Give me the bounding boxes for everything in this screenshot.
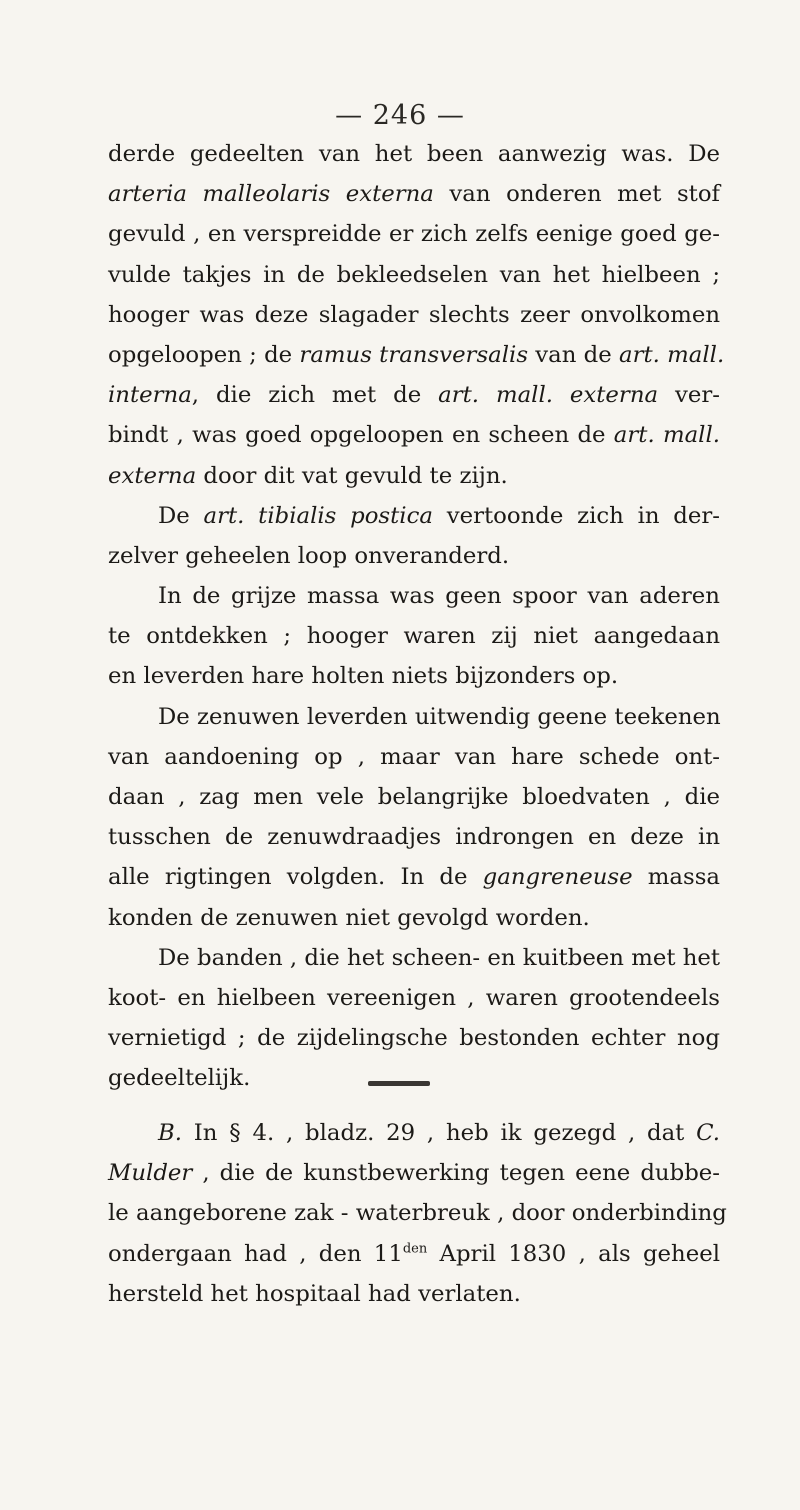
text-line — [108, 134, 720, 174]
text-line — [108, 938, 720, 978]
text-line — [108, 1113, 720, 1153]
text-segment: van aandoening op , maar van hare schede ont- — [108, 743, 720, 770]
text-line — [108, 777, 720, 817]
superscript: den — [402, 1240, 428, 1256]
italic-term: interna — [108, 382, 192, 409]
italic-term: C. — [696, 1120, 720, 1146]
body-text-section-1 — [108, 134, 725, 1099]
text-line — [108, 978, 720, 1018]
italic-term: gangreneuse — [482, 864, 633, 891]
text-line — [108, 1234, 720, 1274]
text-line — [108, 335, 725, 375]
text-line — [108, 536, 720, 576]
text-segment: alle rigtingen volgden. In de — [108, 864, 483, 891]
text-line — [108, 576, 720, 616]
text-line — [108, 1274, 720, 1314]
text-segment: zelver geheelen loop onveranderd. — [108, 542, 510, 569]
text-segment: derde gedeelten van het been aanwezig was. De — [108, 141, 720, 167]
text-segment: opgeloopen ; de — [108, 341, 300, 368]
text-segment: le aangeborene zak - waterbreuk , door onderbinding — [108, 1200, 727, 1227]
text-line — [108, 255, 720, 295]
italic-term: arteria malleolaris externa — [108, 181, 434, 208]
text-line — [108, 616, 720, 656]
text-line — [108, 214, 720, 254]
text-segment: April 1830 , als geheel — [427, 1240, 720, 1267]
text-segment: De zenuwen leverden uitwendig geene teekenen — [158, 703, 721, 730]
text-line — [108, 1058, 720, 1098]
italic-term: art. mall. externa — [438, 382, 659, 409]
italic-term: Mulder — [108, 1160, 193, 1187]
text-segment: vulde takjes in de bekleedselen van het hielbeen ; — [108, 261, 720, 288]
italic-term: B. — [158, 1120, 182, 1146]
text-segment: hersteld het hospitaal had verlaten. — [108, 1280, 521, 1307]
text-line — [108, 1193, 727, 1233]
text-segment: door dit vat gevuld te zijn. — [196, 462, 508, 489]
text-segment: massa — [632, 864, 720, 891]
italic-term: art. mall. — [613, 422, 720, 449]
section-divider — [368, 1081, 430, 1086]
text-segment: tusschen de zenuwdraadjes indrongen en deze in — [108, 824, 720, 851]
text-segment: van de — [528, 341, 620, 368]
text-segment: bindt , was goed opgeloopen en scheen de — [108, 422, 614, 449]
text-line — [108, 415, 720, 455]
text-segment: , die zich met de — [191, 382, 439, 409]
text-segment: van onderen met stof — [433, 181, 720, 208]
text-segment: In de grijze massa was geen spoor van aderen — [158, 583, 720, 610]
text-segment: In § 4. , bladz. 29 , heb ik gezegd , dat — [182, 1120, 697, 1146]
text-segment: ver- — [658, 382, 720, 409]
text-segment: De — [158, 502, 204, 529]
text-line — [108, 295, 720, 335]
italic-term: art. mall. — [619, 341, 725, 368]
italic-term: ramus transversalis — [299, 341, 529, 368]
italic-term: art. tibialis postica — [203, 502, 433, 529]
text-line — [108, 857, 720, 897]
text-line — [108, 1153, 720, 1193]
text-line — [108, 898, 720, 938]
text-segment: te ontdekken ; hooger waren zij niet aangedaan — [108, 623, 720, 650]
text-line — [108, 496, 720, 536]
text-segment: koot- en hielbeen vereenigen , waren grootendeels — [108, 984, 720, 1011]
text-segment: ondergaan had , den 11 — [108, 1240, 403, 1267]
text-segment: , die de kunstbewerking tegen eene dubbe- — [192, 1160, 720, 1187]
text-segment: vertoonde zich in der- — [432, 502, 720, 529]
text-segment: konden de zenuwen niet gevolgd worden. — [108, 904, 590, 931]
text-segment: en leverden hare holten niets bijzonders op. — [108, 663, 619, 690]
text-line — [108, 1018, 720, 1058]
text-line — [108, 656, 720, 696]
text-line — [108, 456, 720, 496]
body-text-section-2 — [108, 1113, 727, 1314]
text-line — [108, 174, 720, 214]
italic-term: externa — [108, 462, 197, 489]
text-segment: De banden , die het scheen- en kuitbeen met het — [158, 944, 721, 971]
text-line — [108, 817, 720, 857]
text-line — [108, 737, 720, 777]
text-segment: vernietigd ; de zijdelingsche bestonden echter nog — [108, 1025, 720, 1052]
text-line — [108, 697, 720, 737]
text-segment: hooger was deze slagader slechts zeer onvolkomen — [108, 301, 720, 328]
text-segment: gedeeltelijk. — [108, 1065, 251, 1092]
page-number: — 246 — — [335, 100, 465, 131]
text-segment: daan , zag men vele belangrijke bloedvaten , die — [108, 784, 720, 810]
text-segment: gevuld , en verspreidde er zich zelfs eenige goed ge- — [108, 221, 720, 248]
text-line — [108, 375, 720, 415]
